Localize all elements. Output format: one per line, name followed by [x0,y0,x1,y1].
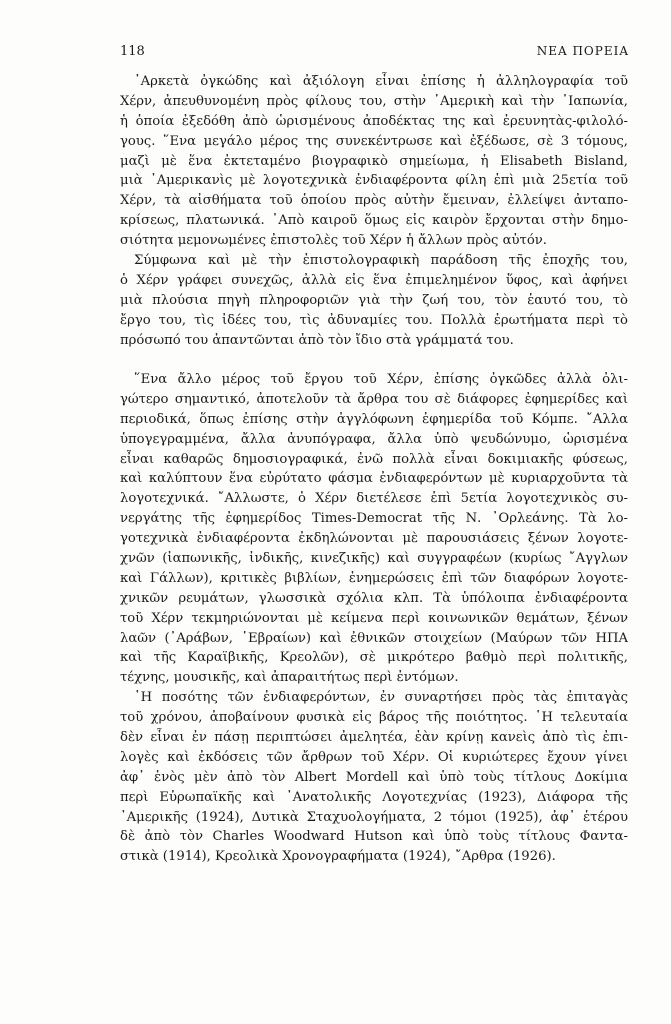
text-line: ᾿Αρκετὰ ὀγκώδης καὶ ἀξιόλογη εἶναι ἐπίσης ἡ ἀλληλογραφία τοῦ [134,74,628,89]
paragraph-gap [120,350,628,370]
text-line: ἡ ὁποία ἐξεδόθη ἀπὸ ὡρισμένους ἀποδέκτας της καὶ ἐρευνητὰς-φιλολό- [120,113,628,129]
text-line: ᾿Αμερικῆς (1924), Δυτικὰ Σταχυολογήματα, 2 τόμοι (1925), ἀφ᾿ ἑτέρου [120,809,628,825]
text-line: εἶναι καθαρῶς δημοσιογραφικά, ἐνῶ πολλὰ εἶναι δοκιμιακῆς φύσεως, [120,451,628,467]
text-line: τέχνης, μουσικῆς, καὶ ἀπαραιτήτως περὶ ἐντόμων. [120,670,459,686]
text-line: λογοτεχνικά. ῎Αλλωστε, ὁ Χέρν διετέλεσε ἐπὶ 5ετία λογοτεχνικὸς συ- [120,491,628,507]
text-line: γώτερο σημαντικό, ἀποτελοῦν τὰ ἄρθρα του σὲ διάφορες ἐφημερίδες καὶ [120,391,628,407]
running-title: ΝΕΑ ΠΟΡΕΙΑ [536,44,629,58]
text-line: τοῦ Χέρν τεκμηριώνονται μὲ κείμενα περὶ κοινωνικῶν θεμάτων, ξένων [120,610,628,626]
text-line: στικὰ (1914), Κρεολικὰ Χρονογραφήματα (1924), ῎Αρθρα (1926). [120,849,556,865]
text-line: τοῦ χρόνου, ἀποβαίνουν φυσικὰ εἰς βάρος τῆς ποιότητος. ῾Η τελευταία [120,710,628,726]
page-header [120,44,629,59]
text-line: ὑπογεγραμμένα, ἄλλα ἀνυπόγραφα, ἄλλα ὑπὸ ψευδώνυμο, ὡρισμένα [120,431,628,447]
text-line: Σύμφωνα καὶ μὲ τὴν ἐπιστολογραφικὴ παράδοση τῆς ἐποχῆς του, [134,253,628,269]
text-line: ῾Η ποσότης τῶν ἐνδιαφερόντων, ἐν συναρτήσει πρὸς τὰς ἐπιταγὰς [134,690,628,706]
body-text [120,72,628,867]
text-line: καὶ καλύπτουν ἕνα εὐρύτατο φάσμα ἐνδιαφερόντων μὲ κυριαρχοῦντα τὰ [120,471,628,487]
text-line: δὲ ἀπὸ τὸν Charles Woodward Hutson καὶ ὑπὸ τοὺς τίτλους Φαντα- [120,829,628,845]
text-line: Χέρν, τὰ αἰσθήματα τοῦ ὁποίου πρὸς αὐτὴν ἔμειναν, ἐλλείψει ἀνταπο- [120,193,628,209]
text-line: ἀφ᾿ ἑνὸς μὲν ἀπὸ τὸν Albert Mordell καὶ ὑπὸ τοὺς τίτλους Δοκίμια [120,769,628,785]
text-line: δὲν εἶναι ἐν πάσῃ περιπτώσει ἀμελητέα, ἐὰν κρίνῃ κανεὶς ἀπὸ τὶς ἐπι- [120,730,628,745]
text-line: μιὰ ᾿Αμερικανὶς μὲ λογοτεχνικὰ ἐνδιαφέροντα φίλη ἐπὶ μιὰ 25ετία τοῦ [120,173,628,189]
text-line: ὁ Χέρν γράφει συνεχῶς, ἀλλὰ εἰς ἕνα ἐπιμελημένον ὕφος, καὶ ἀφήνει [120,272,628,288]
text-line: νεργάτης τῆς ἐφημερίδος Times-Democrat τῆς Ν. ᾿Ορλεάνης. Τὰ λο- [120,511,628,527]
paragraph [120,72,628,251]
text-line: μιὰ πλούσια πηγὴ πληροφοριῶν γιὰ τὴν ζωή του, τὸν ἑαυτό του, τὸ [120,292,628,308]
text-line: καὶ Γάλλων), κριτικὲς βιβλίων, ἐνημερώσεις ἐπὶ τῶν διαφόρων λογοτε- [120,570,628,586]
text-line: γους. ῞Ενα μεγάλο μέρος της συνεκέντρωσε καὶ ἐξέδωσε, σὲ 3 τόμους, [120,133,628,149]
text-line: περιοδικά, ὅπως ἐπίσης στὴν ἀγγλόφωνη ἐφημερίδα τοῦ Κόμπε. ῎Αλλα [120,411,628,427]
paragraph [120,688,628,867]
paragraph [120,251,628,350]
text-line: ἔργο του, τὶς ἰδέες του, τὶς ἀδυναμίες του. Πολλὰ ἐρωτήματα περὶ τὸ [120,312,628,328]
page-number: 118 [120,44,145,59]
text-line: χνῶν (ἰαπωνικῆς, ἰνδικῆς, κινεζικῆς) καὶ συγγραφέων (κυρίως ῎Αγγλων [120,550,628,566]
text-line: γοτεχνικὰ ἐνδιαφέροντα ἐκδηλώνονται μὲ παρουσιάσεις ξένων λογοτε- [120,531,628,547]
text-line: σιότητα μεμονωμένες ἐπιστολὲς τοῦ Χέρν ἡ ἄλλων πρὸς αὐτόν. [120,233,547,249]
text-line: περὶ Εὐρωπαϊκῆς καὶ ᾿Ανατολικῆς Λογοτεχνίας (1923), Διάφορα τῆς [120,789,628,805]
text-line: πρόσωπό του ἀπαντῶνται ἀπὸ τὸν ἴδιο στὰ γράμματά του. [120,332,514,348]
text-line: λογὲς καὶ ἐκδόσεις τῶν ἄρθρων τοῦ Χέρν. Οἱ κυριώτερες ἔχουν γίνει [120,749,628,765]
text-line: μαζὶ μὲ ἕνα ἐκτεταμένο βιογραφικὸ σημείωμα, ἡ Elisabeth Bisland, [120,153,628,169]
text-line: ῞Ενα ἄλλο μέρος τοῦ ἔργου τοῦ Χέρν, ἐπίσης ὀγκῶδες ἀλλὰ ὀλι- [134,371,628,387]
text-line: Χέρν, ἀπευθυνομένη πρὸς φίλους του, στὴν ᾿Αμερικὴ καὶ τὴν ᾿Ιαπωνία, [120,93,628,109]
paragraph [120,370,628,688]
text-line: καὶ τῆς Καραϊβικῆς, Κρεολῶν), σὲ μικρότερο βαθμὸ περὶ πολιτικῆς, [120,650,628,666]
text-line: κρίσεως, πλατωνικά. ᾿Απὸ καιροῦ ὅμως εἰς καιρὸν ἔρχονται στὴν δημο- [120,213,628,229]
text-line: λαῶν (᾿Αράβων, ῾Εβραίων) καὶ ἐθνικῶν στοιχείων (Μαύρων τῶν ΗΠΑ [120,630,628,646]
text-line: χνικῶν ρευμάτων, γλωσσικὰ σχόλια κλπ. Τὰ ὑπόλοιπα ἐνδιαφέροντα [120,590,628,606]
